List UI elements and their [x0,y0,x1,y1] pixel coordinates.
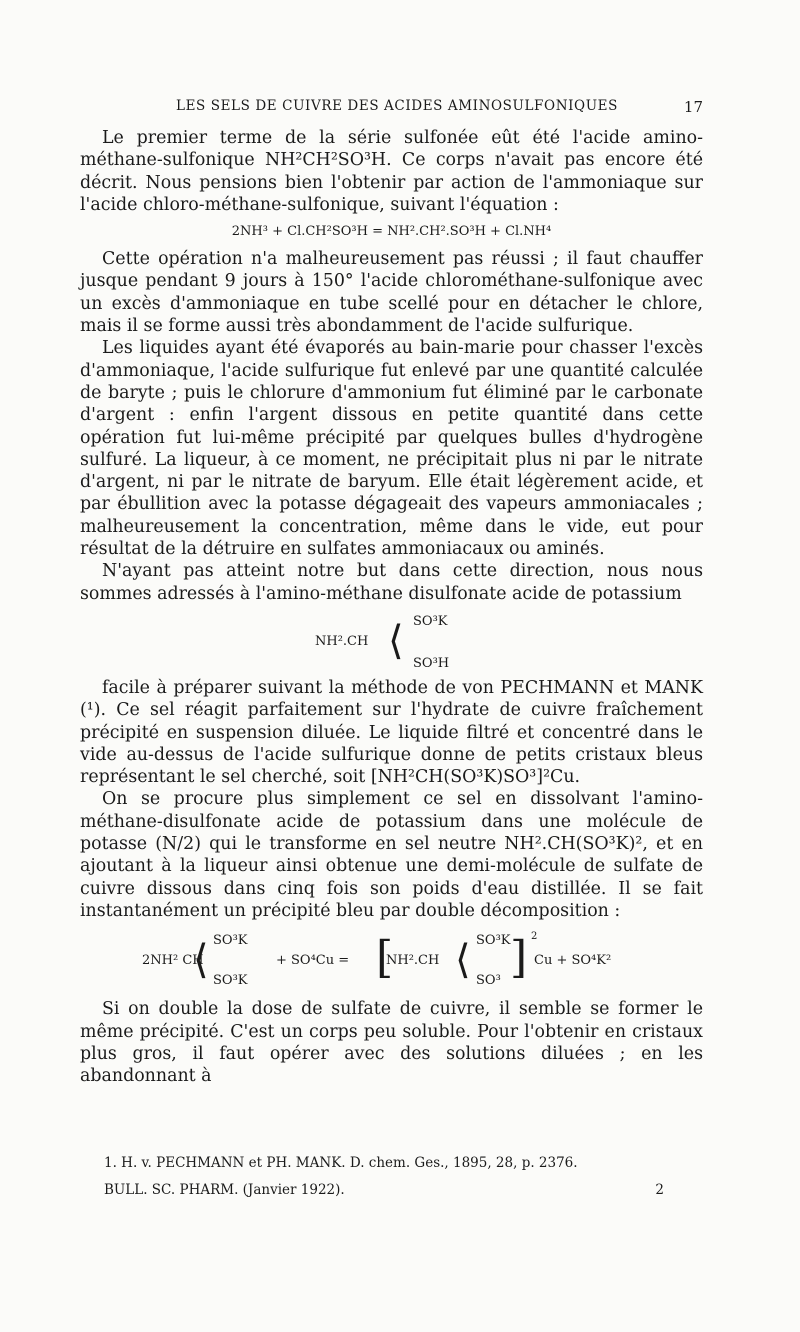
formula-2-exponent: 2 [531,931,538,943]
paragraph-6: On se procure plus simplement ce sel en dissolvant l'amino-méthane-disulfonate acide de potassium dans une molécule de potasse (N/2) qui le transforme en sel neutre NH².CH(SO³K)², et en ajoutant à la liqueur ainsi obtenue une demi-molécule de sulfate de cuivre dissous dans cinq fois son poids d'eau distillée. Il se fait instantanément un précipité bleu par double décomposition : [80,789,703,921]
formula-2-tail: Cu + SO⁴K² [534,953,612,969]
formula-1-prefix: NH².CH [315,633,369,649]
formula-1-top: SO³K [413,613,448,629]
formula-2-bracket-close: ] [510,932,528,984]
formula-2-prefix: 2NH² CH [142,953,204,969]
formula-2-plus: + SO⁴Cu = [276,953,350,969]
paragraph-1: Le premier terme de la série sulfonée eût été l'acide amino-méthane-sulfonique NH²CH²SO³H. Ce corps n'avait pas encore été décrit. Nous pensions bien l'obtenir par action de l'ammoniaque sur l'acide chloro-méthane-sulfonique, suivant l'équation : [80,128,703,215]
page-number: 17 [683,98,703,116]
equation-1: 2NH³ + Cl.CH²SO³H = NH².CH².SO³H + Cl.NH⁴ [231,224,552,240]
footer-journal: BULL. SC. PHARM. (Janvier 1922). [104,1182,345,1198]
running-head-title: LES SELS DE CUIVRE DES ACIDES AMINOSULFONIQUES [176,98,618,114]
formula-2 [80,924,703,996]
paragraph-4: N'ayant pas atteint notre but dans cette direction, nous nous sommes adressés à l'amino-méthane disulfonate acide de potassium [80,561,703,604]
footnote: 1. H. v. PECHMANN et PH. MANK. D. chem. Ges., 1895, 28, p. 2376. [104,1155,578,1171]
paragraph-7: Si on double la dose de sulfate de cuivre, il semble se former le même précipité. C'est un corps peu soluble. Pour l'obtenir en cristaux plus gros, il faut opérer avec des solutions diluées ; en les abandonnant à [80,999,703,1087]
body-text [80,127,703,1087]
running-head [80,98,703,120]
paragraph-2: Cette opération n'a malheureusement pas réussi ; il faut chauffer jusque pendant 9 jours à 150° l'acide chlorométhane-sulfonique avec un excès d'ammoniaque en tube scellé pour en détacher le chlore, mais il se forme aussi très abondamment de l'acide sulfurique. [80,249,703,337]
formula-2-bracket-open: [ [376,932,394,984]
formula-2-bottom: SO³K [213,973,248,989]
paragraph-3: Les liquides ayant été évaporés au bain-marie pour chasser l'excès d'ammoniaque, l'acide sulfurique fut enlevé par une quantité calculée de baryte ; puis le chlorure d'ammonium fut éliminé par le carbonate d'argent : enfin l'argent dissous en petite quantité dans cette opération fut lui-même précipité par quelques bulles d'hydrogène sulfuré. La liqueur, à ce moment, ne précipitait plus ni par le nitrate d'argent, ni par le nitrate de baryum. Elle était légèrement acide, et par ébullition avec la potasse dégageait des vapeurs ammoniacales ; malheureusement la concentration, même dans le vide, eut pour résultat de la détruire en sulfates ammoniacaux ou aminés. [80,338,703,560]
formula-1-bottom: SO³H [413,655,450,671]
formula-2-top2: SO³K [476,933,511,949]
formula-2-angle: ⟨ [193,937,209,984]
formula-2-mid: NH².CH [386,953,440,969]
formula-2-top: SO³K [213,933,248,949]
footer [104,1182,664,1198]
formula-1 [80,607,703,675]
formula-2-bottom2: SO³ [476,973,501,989]
formula-1-angle: ⟨ [388,617,404,664]
formula-2-angle2: ⟨ [455,937,471,984]
footer-signature: 2 [655,1182,664,1198]
paragraph-5: facile à préparer suivant la méthode de von PECHMANN et MANK (¹). Ce sel réagit parfaitement sur l'hydrate de cuivre fraîchement précipité en suspension diluée. Le liquide filtré et concentré dans le vide au-dessus de l'acide sulfurique donne de petits cristaux bleus représentant le sel cherché, soit [NH²CH(SO³K)SO³]²Cu. [80,677,703,788]
